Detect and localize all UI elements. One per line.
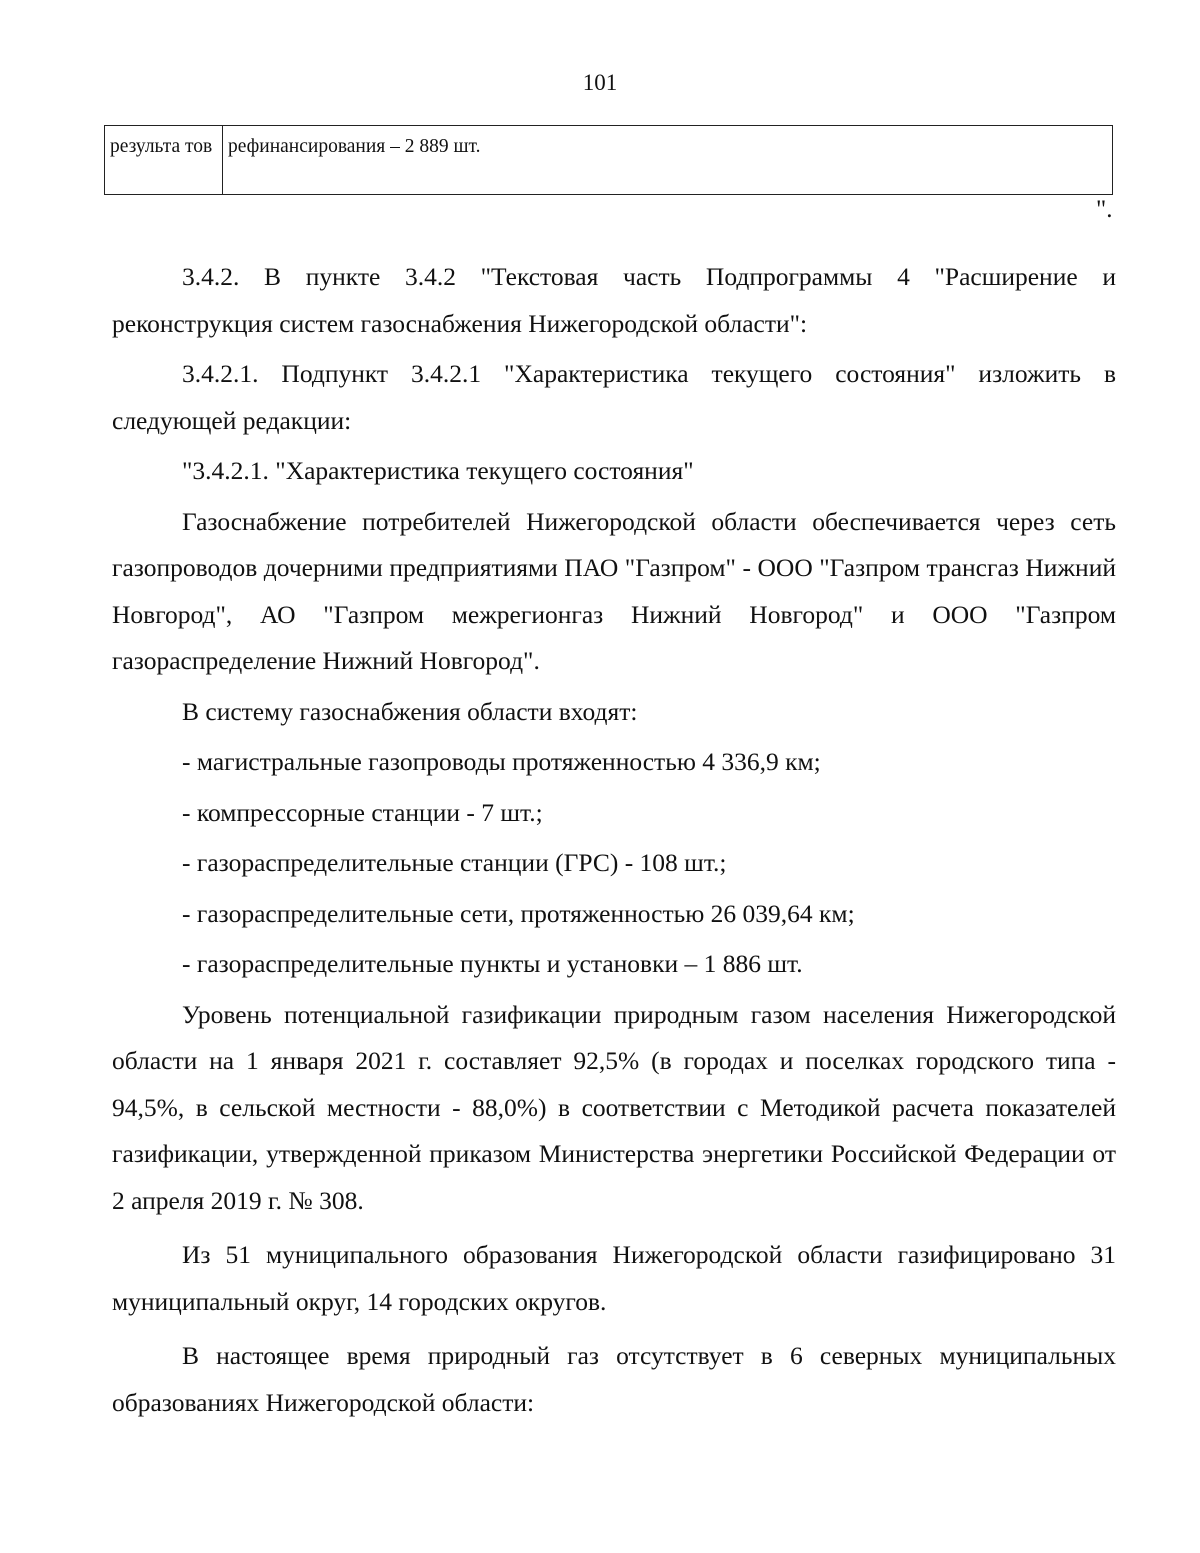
paragraph-gasification-level: Уровень потенциальной газификации природным газом населения Нижегородской области на 1 января 2021 г. составляет 92,5% (в городах и поселках городского типа - 94,5%, в сельской местности - 88,0%) в соответствии с Методикой расчета показателей газификации, утвержденной приказом Министерства энергетики Российской Федерации от 2 апреля 2019 г. № 308. [112,999,1116,1215]
list-item: - магистральные газопроводы протяженностью 4 336,9 км; [182,747,821,776]
paragraph-system-intro: В систему газоснабжения области входят: [182,696,638,726]
document-body [112,254,1116,1426]
paragraph-subitem-instruction: 3.4.2.1. Подпункт 3.4.2.1 "Характеристика текущего состояния" изложить в следующей редакции: [112,359,1116,435]
list-item: - газораспределительные станции (ГРС) - 108 шт.; [182,848,727,877]
paragraph-municipalities: Из 51 муниципального образования Нижегородской области газифицировано 31 муниципальный округ, 14 городских округов. [112,1240,1116,1316]
closing-quote-mark: ". [1096,196,1113,223]
results-table [104,125,1113,195]
table-cell-label: результа тов [105,126,223,195]
paragraph-gas-supply: Газоснабжение потребителей Нижегородской области обеспечивается через сеть газопроводов дочерними предприятиями ПАО "Газпром" - ООО "Газпром трансгаз Нижний Новгород", АО "Газпром межрегионгаз Нижний Новгород" и ООО "Газпром газораспределение Нижний Новгород". [112,506,1116,675]
paragraph-north-municipalities: В настоящее время природный газ отсутствует в 6 северных муниципальных образованиях Нижегородской области: [112,1341,1116,1417]
list-item: - компрессорные станции - 7 шт.; [182,797,543,827]
paragraph-amendment-intro: 3.4.2. В пункте 3.4.2 "Текстовая часть Подпрограммы 4 "Расширение и реконструкция систем газоснабжения Нижегородской области": [112,262,1116,338]
list-item: - газораспределительные пункты и установки – 1 886 шт. [182,949,803,978]
table-cell-value: рефинансирования – 2 889 шт. [223,126,1113,195]
list-item: - газораспределительные сети, протяженностью 26 039,64 км; [182,898,855,928]
table-row [105,126,1113,195]
page-number: 101 [582,70,618,95]
section-heading: "3.4.2.1. "Характеристика текущего состояния" [182,456,694,485]
